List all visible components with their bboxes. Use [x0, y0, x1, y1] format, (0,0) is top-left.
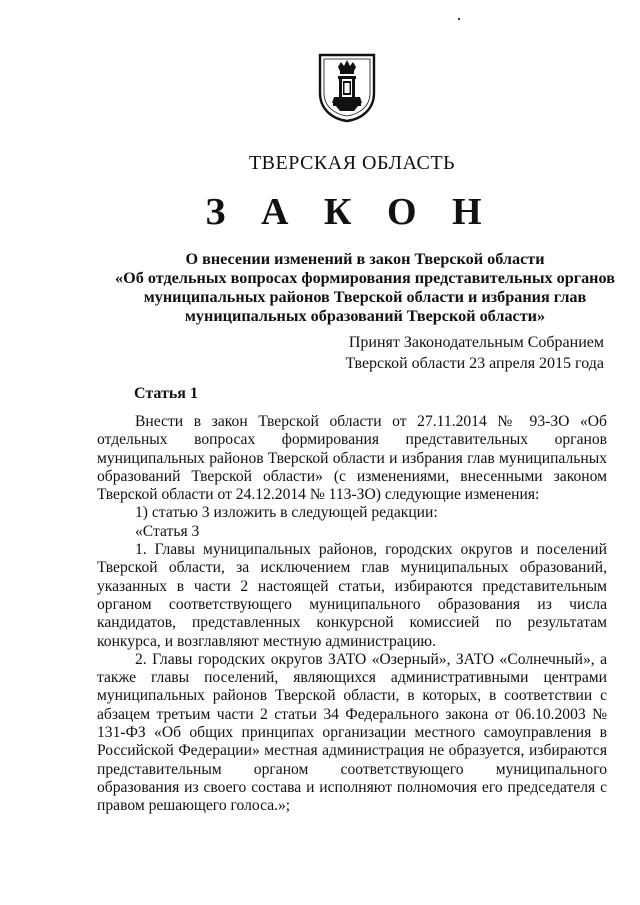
subject-line: муниципальных районов Тверской области и избрания глав — [143, 288, 587, 306]
scan-speck — [458, 18, 460, 20]
subject-line: муниципальных образований Тверской области» — [184, 307, 546, 325]
subject-line: О внесении изменений в закон Тверской области — [185, 250, 545, 268]
paragraph: 2. Главы городских округов ЗАТО «Озерный», ЗАТО «Солнечный», а также главы поселений, являющихся административными центрами муниципальных районов Тверской области, в которых, в соответствии с абзацем третьим части 2 статьи 34 Федерального закона от 06.10.2003 № 131-ФЗ «Об общих принципах организации местного самоуправления в Российской Федерации» местная администрация не образуется, избираются представительным органом соответствующего муниципального образования из своего состава и исполняют полномочия его председателя с правом решающего голоса.»; — [97, 650, 607, 815]
coat-of-arms-icon — [318, 53, 376, 123]
document-type-title: З А К О Н — [205, 191, 495, 233]
paragraph: 1) статью 3 изложить в следующей редакции: — [135, 504, 438, 522]
paragraph: «Статья 3 — [135, 522, 200, 540]
adoption-line: Принят Законодательным Собранием — [348, 334, 604, 351]
region-name: ТВЕРСКАЯ ОБЛАСТЬ — [248, 152, 456, 174]
paragraph: Внести в закон Тверской области от 27.11.2014 № 93-ЗО «Об отдельных вопросах формирования представительных органов муниципальных районов Тверской области и избрания глав муниципальных образований Тверской области» (с изменениями, внесенными законом Тверской области от 24.12.2014 № 113-ЗО) следующие изменения: — [97, 413, 607, 504]
subject-line: «Об отдельных вопросах формирования представительных органов — [115, 269, 615, 287]
adoption-note — [346, 332, 605, 374]
article-body — [97, 413, 607, 816]
paragraph: 1. Главы муниципальных районов, городских округов и поселений Тверской области, за исключением глав муниципальных образований, указанных в части 2 настоящей статьи, избираются представительным органом соответствующего муниципального образования из числа кандидатов, представленных конкурсной комиссией по результатам конкурса, и возглавляют местную администрацию. — [97, 541, 607, 650]
adoption-line: Тверской области 23 апреля 2015 года — [345, 355, 604, 372]
law-subject — [100, 250, 630, 326]
article-heading: Статья 1 — [134, 385, 198, 402]
